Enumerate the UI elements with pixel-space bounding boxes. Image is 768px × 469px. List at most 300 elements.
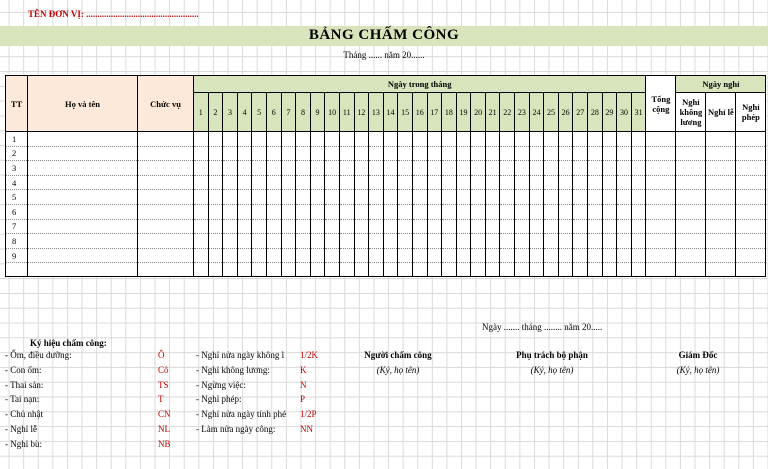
table-cell[interactable] [676, 248, 706, 263]
table-cell[interactable] [369, 204, 384, 219]
table-cell[interactable] [237, 263, 252, 277]
table-cell[interactable] [281, 248, 296, 263]
table-cell[interactable] [529, 146, 544, 161]
table-cell[interactable] [456, 219, 471, 234]
table-cell[interactable] [736, 161, 766, 176]
table-cell[interactable] [427, 263, 442, 277]
table-cell[interactable] [325, 219, 340, 234]
table-cell[interactable] [529, 204, 544, 219]
table-cell[interactable] [310, 263, 325, 277]
table-cell[interactable] [631, 234, 646, 249]
table-cell[interactable] [281, 132, 296, 147]
table-cell[interactable] [325, 263, 340, 277]
table-cell[interactable] [500, 190, 515, 205]
table-cell[interactable] [194, 132, 209, 147]
table-cell[interactable] [339, 204, 354, 219]
table-cell[interactable] [442, 204, 457, 219]
table-cell[interactable] [354, 248, 369, 263]
table-cell[interactable] [354, 263, 369, 277]
table-cell[interactable] [456, 248, 471, 263]
table-cell[interactable] [500, 234, 515, 249]
table-cell[interactable] [383, 234, 398, 249]
table-cell[interactable] [617, 132, 632, 147]
table-cell[interactable] [602, 234, 617, 249]
table-cell[interactable] [544, 146, 559, 161]
table-cell[interactable] [208, 204, 223, 219]
table-cell[interactable] [485, 190, 500, 205]
table-cell[interactable] [442, 146, 457, 161]
table-cell[interactable] [676, 161, 706, 176]
table-cell[interactable] [573, 161, 588, 176]
table-cell[interactable] [208, 175, 223, 190]
table-cell[interactable] [28, 132, 138, 147]
table-cell[interactable] [296, 161, 311, 176]
table-cell[interactable] [223, 204, 238, 219]
table-cell[interactable] [471, 175, 486, 190]
table-cell[interactable] [383, 248, 398, 263]
table-cell[interactable] [442, 234, 457, 249]
table-cell[interactable] [515, 190, 530, 205]
table-cell[interactable] [208, 234, 223, 249]
table-cell[interactable] [558, 161, 573, 176]
table-cell[interactable] [266, 190, 281, 205]
table-cell[interactable] [223, 161, 238, 176]
table-cell[interactable] [266, 161, 281, 176]
table-cell[interactable] [237, 204, 252, 219]
table-cell[interactable] [646, 132, 676, 147]
table-cell[interactable] [602, 146, 617, 161]
table-cell[interactable] [310, 219, 325, 234]
table-cell[interactable] [296, 219, 311, 234]
table-cell[interactable] [558, 175, 573, 190]
table-cell[interactable] [237, 234, 252, 249]
table-cell[interactable] [194, 190, 209, 205]
table-cell[interactable] [310, 190, 325, 205]
table-cell[interactable] [515, 132, 530, 147]
table-cell[interactable] [398, 248, 413, 263]
table-cell[interactable] [558, 248, 573, 263]
table-cell[interactable] [558, 204, 573, 219]
table-cell[interactable] [617, 234, 632, 249]
table-cell[interactable] [471, 263, 486, 277]
table-cell[interactable] [383, 175, 398, 190]
table-cell[interactable] [617, 146, 632, 161]
table-cell[interactable] [456, 263, 471, 277]
table-cell[interactable] [588, 219, 603, 234]
table-cell[interactable] [529, 175, 544, 190]
table-cell[interactable] [529, 248, 544, 263]
table-cell[interactable] [237, 132, 252, 147]
table-cell[interactable] [588, 132, 603, 147]
table-cell[interactable] [515, 146, 530, 161]
table-cell[interactable] [412, 234, 427, 249]
table-cell[interactable] [237, 146, 252, 161]
table-cell[interactable] [252, 263, 267, 277]
table-cell[interactable] [398, 175, 413, 190]
table-cell[interactable] [339, 175, 354, 190]
table-cell[interactable] [588, 248, 603, 263]
table-cell[interactable] [138, 146, 194, 161]
table-cell[interactable] [544, 175, 559, 190]
table-cell[interactable] [223, 234, 238, 249]
table-cell[interactable] [412, 219, 427, 234]
table-cell[interactable] [252, 146, 267, 161]
table-cell[interactable] [339, 190, 354, 205]
table-cell[interactable] [588, 146, 603, 161]
table-cell[interactable] [631, 161, 646, 176]
table-cell[interactable] [500, 146, 515, 161]
table-cell[interactable] [138, 263, 194, 277]
table-cell[interactable] [223, 219, 238, 234]
table-cell[interactable] [631, 248, 646, 263]
table-cell[interactable] [676, 204, 706, 219]
table-cell[interactable] [28, 175, 138, 190]
table-cell[interactable] [354, 132, 369, 147]
table-cell[interactable] [573, 248, 588, 263]
table-cell[interactable] [252, 161, 267, 176]
table-cell[interactable] [252, 219, 267, 234]
table-cell[interactable] [194, 175, 209, 190]
table-cell[interactable] [573, 146, 588, 161]
table-cell[interactable] [398, 161, 413, 176]
table-cell[interactable] [296, 248, 311, 263]
table-cell[interactable] [354, 204, 369, 219]
table-cell[interactable] [602, 161, 617, 176]
table-cell[interactable] [339, 146, 354, 161]
table-cell[interactable] [266, 219, 281, 234]
table-cell[interactable] [588, 204, 603, 219]
table-cell[interactable] [369, 219, 384, 234]
table-cell[interactable] [558, 146, 573, 161]
table-cell[interactable] [456, 190, 471, 205]
table-cell[interactable] [646, 161, 676, 176]
table-cell[interactable] [369, 234, 384, 249]
table-cell[interactable] [194, 248, 209, 263]
table-cell[interactable] [646, 204, 676, 219]
table-cell[interactable] [398, 190, 413, 205]
table-cell[interactable] [237, 175, 252, 190]
table-cell[interactable] [500, 132, 515, 147]
table-cell[interactable] [515, 234, 530, 249]
table-cell[interactable] [485, 175, 500, 190]
table-cell[interactable] [383, 263, 398, 277]
table-cell[interactable] [706, 146, 736, 161]
table-cell[interactable] [602, 175, 617, 190]
table-cell[interactable] [369, 175, 384, 190]
table-cell[interactable] [383, 219, 398, 234]
table-cell[interactable] [208, 190, 223, 205]
table-cell[interactable] [252, 132, 267, 147]
table-cell[interactable] [354, 161, 369, 176]
table-cell[interactable] [398, 234, 413, 249]
table-cell[interactable] [676, 219, 706, 234]
table-cell[interactable] [646, 263, 676, 277]
table-cell[interactable] [383, 132, 398, 147]
table-cell[interactable] [281, 146, 296, 161]
table-cell[interactable] [427, 175, 442, 190]
table-cell[interactable] [237, 190, 252, 205]
table-cell[interactable] [138, 175, 194, 190]
table-cell[interactable] [471, 146, 486, 161]
table-cell[interactable] [223, 175, 238, 190]
table-cell[interactable] [485, 161, 500, 176]
table-cell[interactable] [281, 219, 296, 234]
table-cell[interactable] [339, 219, 354, 234]
table-cell[interactable] [736, 146, 766, 161]
table-cell[interactable] [339, 248, 354, 263]
table-cell[interactable] [602, 190, 617, 205]
table-cell[interactable] [544, 219, 559, 234]
table-cell[interactable] [412, 190, 427, 205]
table-cell[interactable] [138, 132, 194, 147]
table-cell[interactable] [28, 263, 138, 277]
table-cell[interactable] [281, 204, 296, 219]
table-cell[interactable] [237, 161, 252, 176]
table-cell[interactable] [398, 146, 413, 161]
table-cell[interactable] [412, 161, 427, 176]
table-cell[interactable] [617, 161, 632, 176]
table-cell[interactable] [383, 161, 398, 176]
table-cell[interactable] [208, 219, 223, 234]
table-cell[interactable] [736, 234, 766, 249]
table-cell[interactable] [442, 263, 457, 277]
table-cell[interactable] [412, 175, 427, 190]
table-cell[interactable] [369, 248, 384, 263]
table-cell[interactable] [706, 190, 736, 205]
table-cell[interactable] [646, 190, 676, 205]
table-cell[interactable] [602, 204, 617, 219]
table-cell[interactable] [456, 161, 471, 176]
table-cell[interactable] [602, 219, 617, 234]
table-cell[interactable] [529, 219, 544, 234]
table-cell[interactable] [515, 219, 530, 234]
table-cell[interactable] [442, 175, 457, 190]
table-cell[interactable] [442, 161, 457, 176]
table-cell[interactable] [208, 263, 223, 277]
table-cell[interactable] [558, 190, 573, 205]
table-cell[interactable] [617, 263, 632, 277]
table-cell[interactable] [223, 263, 238, 277]
table-cell[interactable] [736, 263, 766, 277]
table-cell[interactable] [412, 248, 427, 263]
table-cell[interactable] [442, 248, 457, 263]
table-cell[interactable] [471, 204, 486, 219]
table-cell[interactable] [485, 204, 500, 219]
table-cell[interactable] [325, 175, 340, 190]
table-cell[interactable] [310, 248, 325, 263]
table-cell[interactable] [354, 234, 369, 249]
table-cell[interactable] [617, 219, 632, 234]
table-cell[interactable] [515, 248, 530, 263]
table-cell[interactable] [412, 263, 427, 277]
table-cell[interactable] [736, 248, 766, 263]
table-cell[interactable] [471, 219, 486, 234]
table-cell[interactable] [194, 234, 209, 249]
table-cell[interactable] [427, 132, 442, 147]
table-cell[interactable] [223, 132, 238, 147]
table-cell[interactable] [676, 190, 706, 205]
table-cell[interactable] [266, 263, 281, 277]
table-cell[interactable] [558, 219, 573, 234]
table-cell[interactable] [354, 190, 369, 205]
table-cell[interactable] [500, 161, 515, 176]
table-cell[interactable] [631, 263, 646, 277]
table-cell[interactable] [631, 190, 646, 205]
table-cell[interactable] [456, 204, 471, 219]
table-cell[interactable] [544, 248, 559, 263]
table-cell[interactable] [208, 132, 223, 147]
table-cell[interactable] [706, 263, 736, 277]
table-cell[interactable] [706, 161, 736, 176]
table-cell[interactable] [296, 146, 311, 161]
table-cell[interactable] [500, 248, 515, 263]
table-cell[interactable] [617, 204, 632, 219]
table-cell[interactable] [310, 161, 325, 176]
table-cell[interactable] [485, 248, 500, 263]
table-cell[interactable] [339, 263, 354, 277]
table-cell[interactable] [588, 175, 603, 190]
table-cell[interactable] [325, 248, 340, 263]
table-cell[interactable] [325, 132, 340, 147]
table-cell[interactable] [631, 219, 646, 234]
table-cell[interactable] [500, 219, 515, 234]
table-cell[interactable] [266, 132, 281, 147]
table-cell[interactable] [252, 190, 267, 205]
table-cell[interactable] [28, 204, 138, 219]
table-cell[interactable] [369, 263, 384, 277]
table-cell[interactable] [194, 161, 209, 176]
table-cell[interactable] [706, 248, 736, 263]
table-cell[interactable] [631, 132, 646, 147]
table-cell[interactable] [573, 175, 588, 190]
table-cell[interactable] [325, 146, 340, 161]
table-cell[interactable] [646, 234, 676, 249]
table-cell[interactable] [544, 132, 559, 147]
table-cell[interactable] [736, 219, 766, 234]
table-cell[interactable] [208, 146, 223, 161]
table-cell[interactable] [706, 132, 736, 147]
table-cell[interactable] [544, 204, 559, 219]
table-cell[interactable] [427, 219, 442, 234]
table-cell[interactable] [266, 234, 281, 249]
table-cell[interactable] [588, 234, 603, 249]
table-cell[interactable] [252, 204, 267, 219]
table-cell[interactable] [194, 204, 209, 219]
table-cell[interactable] [646, 219, 676, 234]
table-cell[interactable] [529, 263, 544, 277]
table-cell[interactable] [617, 175, 632, 190]
table-cell[interactable] [676, 263, 706, 277]
table-cell[interactable] [558, 263, 573, 277]
table-cell[interactable] [602, 248, 617, 263]
table-cell[interactable] [383, 190, 398, 205]
table-cell[interactable] [296, 175, 311, 190]
table-cell[interactable] [28, 190, 138, 205]
table-cell[interactable] [471, 161, 486, 176]
table-cell[interactable] [325, 161, 340, 176]
table-cell[interactable] [500, 263, 515, 277]
table-cell[interactable] [383, 204, 398, 219]
table-cell[interactable] [398, 204, 413, 219]
table-cell[interactable] [427, 248, 442, 263]
table-cell[interactable] [223, 248, 238, 263]
table-cell[interactable] [296, 263, 311, 277]
table-cell[interactable] [646, 248, 676, 263]
table-cell[interactable] [602, 132, 617, 147]
table-cell[interactable] [281, 190, 296, 205]
table-cell[interactable] [442, 132, 457, 147]
table-cell[interactable] [266, 146, 281, 161]
table-cell[interactable] [529, 161, 544, 176]
table-cell[interactable] [706, 234, 736, 249]
table-cell[interactable] [573, 219, 588, 234]
table-cell[interactable] [442, 219, 457, 234]
table-cell[interactable] [237, 219, 252, 234]
table-cell[interactable] [28, 161, 138, 176]
table-cell[interactable] [736, 132, 766, 147]
table-cell[interactable] [515, 161, 530, 176]
table-cell[interactable] [310, 204, 325, 219]
table-cell[interactable] [237, 248, 252, 263]
table-cell[interactable] [427, 161, 442, 176]
table-cell[interactable] [398, 263, 413, 277]
table-cell[interactable] [208, 161, 223, 176]
table-cell[interactable] [544, 234, 559, 249]
table-cell[interactable] [736, 190, 766, 205]
table-cell[interactable] [266, 248, 281, 263]
table-cell[interactable] [544, 263, 559, 277]
table-cell[interactable] [28, 248, 138, 263]
table-cell[interactable] [485, 146, 500, 161]
table-cell[interactable] [281, 175, 296, 190]
table-cell[interactable] [427, 146, 442, 161]
table-cell[interactable] [544, 190, 559, 205]
table-cell[interactable] [354, 146, 369, 161]
table-cell[interactable] [676, 146, 706, 161]
table-cell[interactable] [456, 132, 471, 147]
table-cell[interactable] [588, 161, 603, 176]
table-cell[interactable] [223, 190, 238, 205]
table-cell[interactable] [28, 146, 138, 161]
table-cell[interactable] [617, 190, 632, 205]
table-cell[interactable] [339, 132, 354, 147]
table-cell[interactable] [500, 204, 515, 219]
table-cell[interactable] [325, 234, 340, 249]
table-cell[interactable] [310, 132, 325, 147]
table-cell[interactable] [573, 190, 588, 205]
table-cell[interactable] [558, 132, 573, 147]
table-cell[interactable] [310, 146, 325, 161]
table-cell[interactable] [310, 175, 325, 190]
table-cell[interactable] [28, 219, 138, 234]
table-cell[interactable] [412, 204, 427, 219]
table-cell[interactable] [471, 234, 486, 249]
table-cell[interactable] [296, 204, 311, 219]
table-cell[interactable] [706, 204, 736, 219]
table-cell[interactable] [602, 263, 617, 277]
table-cell[interactable] [412, 132, 427, 147]
table-cell[interactable] [383, 146, 398, 161]
table-cell[interactable] [427, 234, 442, 249]
table-cell[interactable] [194, 146, 209, 161]
table-cell[interactable] [138, 204, 194, 219]
table-cell[interactable] [281, 234, 296, 249]
table-cell[interactable] [573, 263, 588, 277]
table-cell[interactable] [354, 219, 369, 234]
table-cell[interactable] [485, 263, 500, 277]
table-cell[interactable] [631, 204, 646, 219]
table-cell[interactable] [427, 204, 442, 219]
